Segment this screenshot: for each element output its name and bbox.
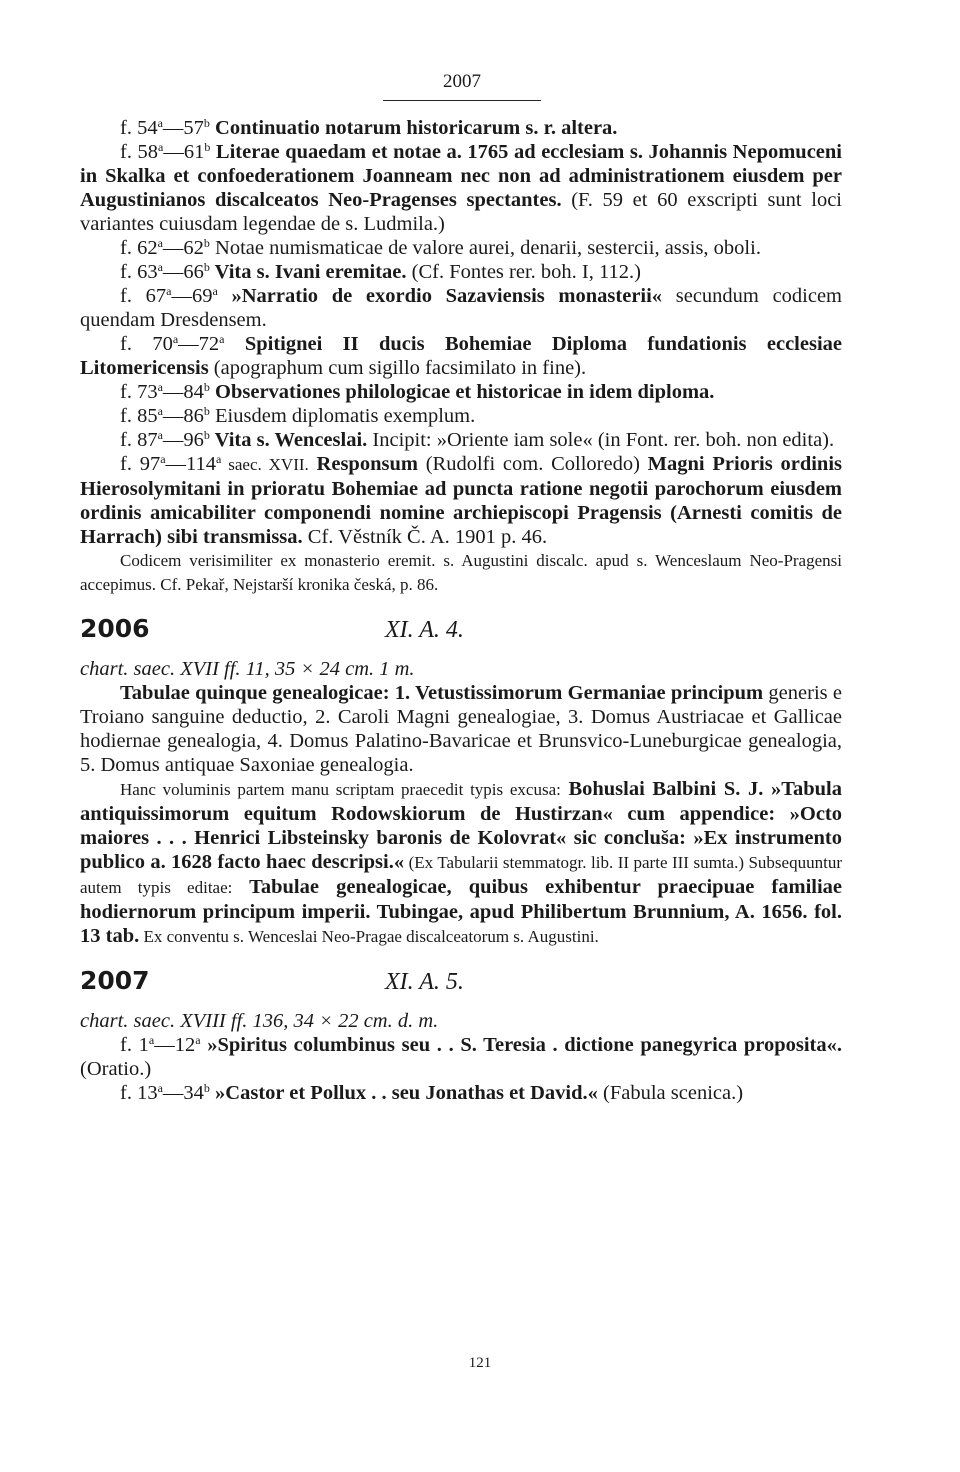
folio-sup: b [204,140,211,154]
entry-title: Responsum [308,453,418,475]
physical-description: chart. saec. XVII ff. 11, 35 × 24 cm. 1 m. [80,658,415,680]
entry-note: (Fabula scenica.) [597,1082,744,1104]
entry-line [80,236,842,260]
entry-note: secundum codicem quendam Dresdensem. [80,285,843,331]
folio-sup: b [203,116,210,130]
provenance-note: Codicem verisimiliter ex monasterio eremit. s. Augustini discalc. apud s. Wenceslaum Neo-Pragensi accepimus. Cf. Pekař, Nejstarší kronika česká, p. 86. [80,551,842,594]
entry-line [80,404,842,428]
folio-ref: —62 [162,237,204,259]
entry-title: Notae numismaticae de valore aurei, denarii, sestercii, assis, oboli. [209,237,761,259]
folio-ref: f. 70 [120,333,173,355]
entry-title: Spitignei II ducis Bohemiae Diploma fundationis ecclesiae Litomericensis [80,333,842,379]
folio-ref: f. 62 [120,237,158,259]
entry-number: 2007 [80,966,150,995]
folio-sup: a [158,140,164,154]
entry-note: Cf. Věstník Č. A. 1901 p. 46. [302,526,548,548]
folio-sup: a [172,332,179,346]
entry-title: Vita s. Ivani eremitae. [209,261,407,283]
folio-ref: f. 67 [120,285,167,307]
folio-ref: —12 [154,1034,196,1056]
folio-sup: a [157,236,163,250]
folio-ref: f. 58 [120,141,159,163]
entry-note: Eiusdem diplomatis exemplum. [209,405,476,427]
entry-title: Bohuslai Balbini S. J. »Tabula antiquissimorum equitum Rodowskiorum de Hustirzan« cum appendice: »Octo maiores . . . Henrici Libsteinsky baronis de Kolovrat« sic concluša: »Ex instrumento publico a. 1628 facto haec descripsi.« [80,778,842,873]
folio-ref: f. 54 [120,117,158,139]
folio-sup: a [195,1033,201,1047]
folio-ref: —61 [163,141,205,163]
folio-ref: f. 85 [120,405,158,427]
folio-sup: b [203,1081,210,1095]
entry-line [80,260,842,284]
entry-note: Incipit: »Oriente iam sole« (in Font. rer. boh. non edita). [367,429,835,451]
folio-ref: —72 [178,333,220,355]
shelfmark: XI. A. 4. [385,617,464,643]
folio-ref: —84 [162,381,204,403]
entry-title: Continuatio notarum historicarum s. r. altera. [209,117,618,139]
running-head: 2007 [383,70,541,101]
folio-sup: a [157,404,163,418]
entry-note: (apographum cum sigillo facsimilato in fine). [208,357,587,379]
entry-note: (F. 59 et 60 exscripti sunt loci variantes cuiusdam legendae de s. Ludmila.) [80,189,842,235]
folio-ref: —96 [162,429,204,451]
entry-line [80,428,842,452]
folio-ref: —86 [162,405,204,427]
entry-title: Literae quaedam et notae a. 1765 ad ecclesiam s. Johannis Nepomuceni in Skalka et confoederationem Joanneam nec non ad administrationem eiusdem per Augustinianos discalceatos Neo-Pragenses spectantes. [80,141,843,211]
entry-line [80,1081,842,1105]
entry-line [80,452,842,549]
folio-sup: b [203,236,210,250]
folio-ref: —57 [162,117,204,139]
folio-sup: b [203,404,210,418]
entry-title: Tabulae quinque genealogicae: 1. Vetustissimorum Germaniae principum [120,682,764,704]
entry-number: 2006 [80,614,150,643]
entry-heading [80,966,842,1009]
folio-ref: f. 97 [120,453,161,475]
shelfmark: XI. A. 5. [385,969,464,995]
entry-line [80,681,842,777]
entry-title: Vita s. Wenceslai. [209,429,368,451]
folio-sup: a [157,260,163,274]
entry-note: (Oratio.) [80,1058,152,1080]
small-note: Ex conventu s. Wenceslai Neo-Pragae discalceatorum s. Augustini. [139,927,599,946]
page-number: 121 [468,1355,492,1371]
physical-description: chart. saec. XVIII ff. 136, 34 × 22 cm. d. m. [80,1010,439,1032]
folio-sup: a [157,1081,163,1095]
entry-line [80,116,842,140]
folio-sup: a [160,452,166,466]
small-note: (Ex Tabularii stemmatogr. lib. II parte III sumta.) Subsequuntur autem typis editae: [80,853,842,897]
folio-sup: a [157,116,163,130]
folio-sup: a [212,284,218,298]
folio-sup: b [203,380,210,394]
folio-ref: f. 63 [120,261,158,283]
entry-title: »Narratio de exordio Sazaviensis monasterii« [217,285,663,307]
folio-ref: f. 13 [120,1082,158,1104]
entry-title: »Castor et Pollux . . seu Jonathas et David.« [209,1082,598,1104]
folio-ref: f. 1 [120,1034,149,1056]
folio-ref: —69 [171,285,213,307]
entry-line [80,1033,842,1081]
folio-sup: a [219,332,225,346]
entry-title: Tabulae genealogicae, quibus exhibentur praecipuae familiae hodiernorum principum imperii. Tubingae, apud Philibertum Brunnium, A. 1656. fol. 13 tab. [80,876,843,947]
entry-title: Observationes philologicae et historicae in idem diploma. [209,381,715,403]
folio-ref: —114 [165,453,217,475]
entry-line [80,140,842,236]
entry-title: »Spiritus columbinus seu . . S. Teresia . dictione panegyrica proposita«. [200,1034,843,1056]
folio-sup: b [203,260,210,274]
folio-ref: —34 [162,1082,204,1104]
folio-sup: a [157,380,163,394]
folio-ref: —66 [162,261,204,283]
folio-sup: a [148,1033,155,1047]
entry-note: generis e Troiano sanguine deductio, 2. Caroli Magni genealogiae, 3. Domus Austriacae et Gallicae hodiernae genealogia, 4. Domus Palatino-Bavaricae et Brunsvico-Luneburgicae genealogia, 5. Domus antiquae Saxoniae genealogia. [80,682,842,776]
folio-sup: a [157,428,163,442]
entry-note: (Rudolfi com. Colloredo) [417,453,640,475]
small-note: Hanc voluminis partem manu scriptam praecedit typis excusa: [120,780,561,799]
folio-sup: a [166,284,172,298]
entry-title: Magni Prioris ordinis Hierosolymitani in prioratu Bohemiae ad puncta ratione negotii parochorum eiusdem ordinis amicabiliter componendi nomine archiepiscopi Pragensis (Arnesti comitis de Harrach) sibi transmissa. [80,453,842,548]
entry-line [80,332,842,380]
entry-note: (Cf. Fontes rer. boh. I, 112.) [406,261,641,283]
entry-line [80,380,842,404]
folio-ref: f. 87 [120,429,158,451]
folio-sup: a [216,452,222,466]
entry-heading [80,614,842,657]
entry-line [80,284,842,332]
folio-sup: b [203,428,210,442]
date-note: saec. XVII. [221,455,309,474]
folio-ref: f. 73 [120,381,158,403]
entry-line [80,777,842,949]
body-text [80,116,842,1105]
